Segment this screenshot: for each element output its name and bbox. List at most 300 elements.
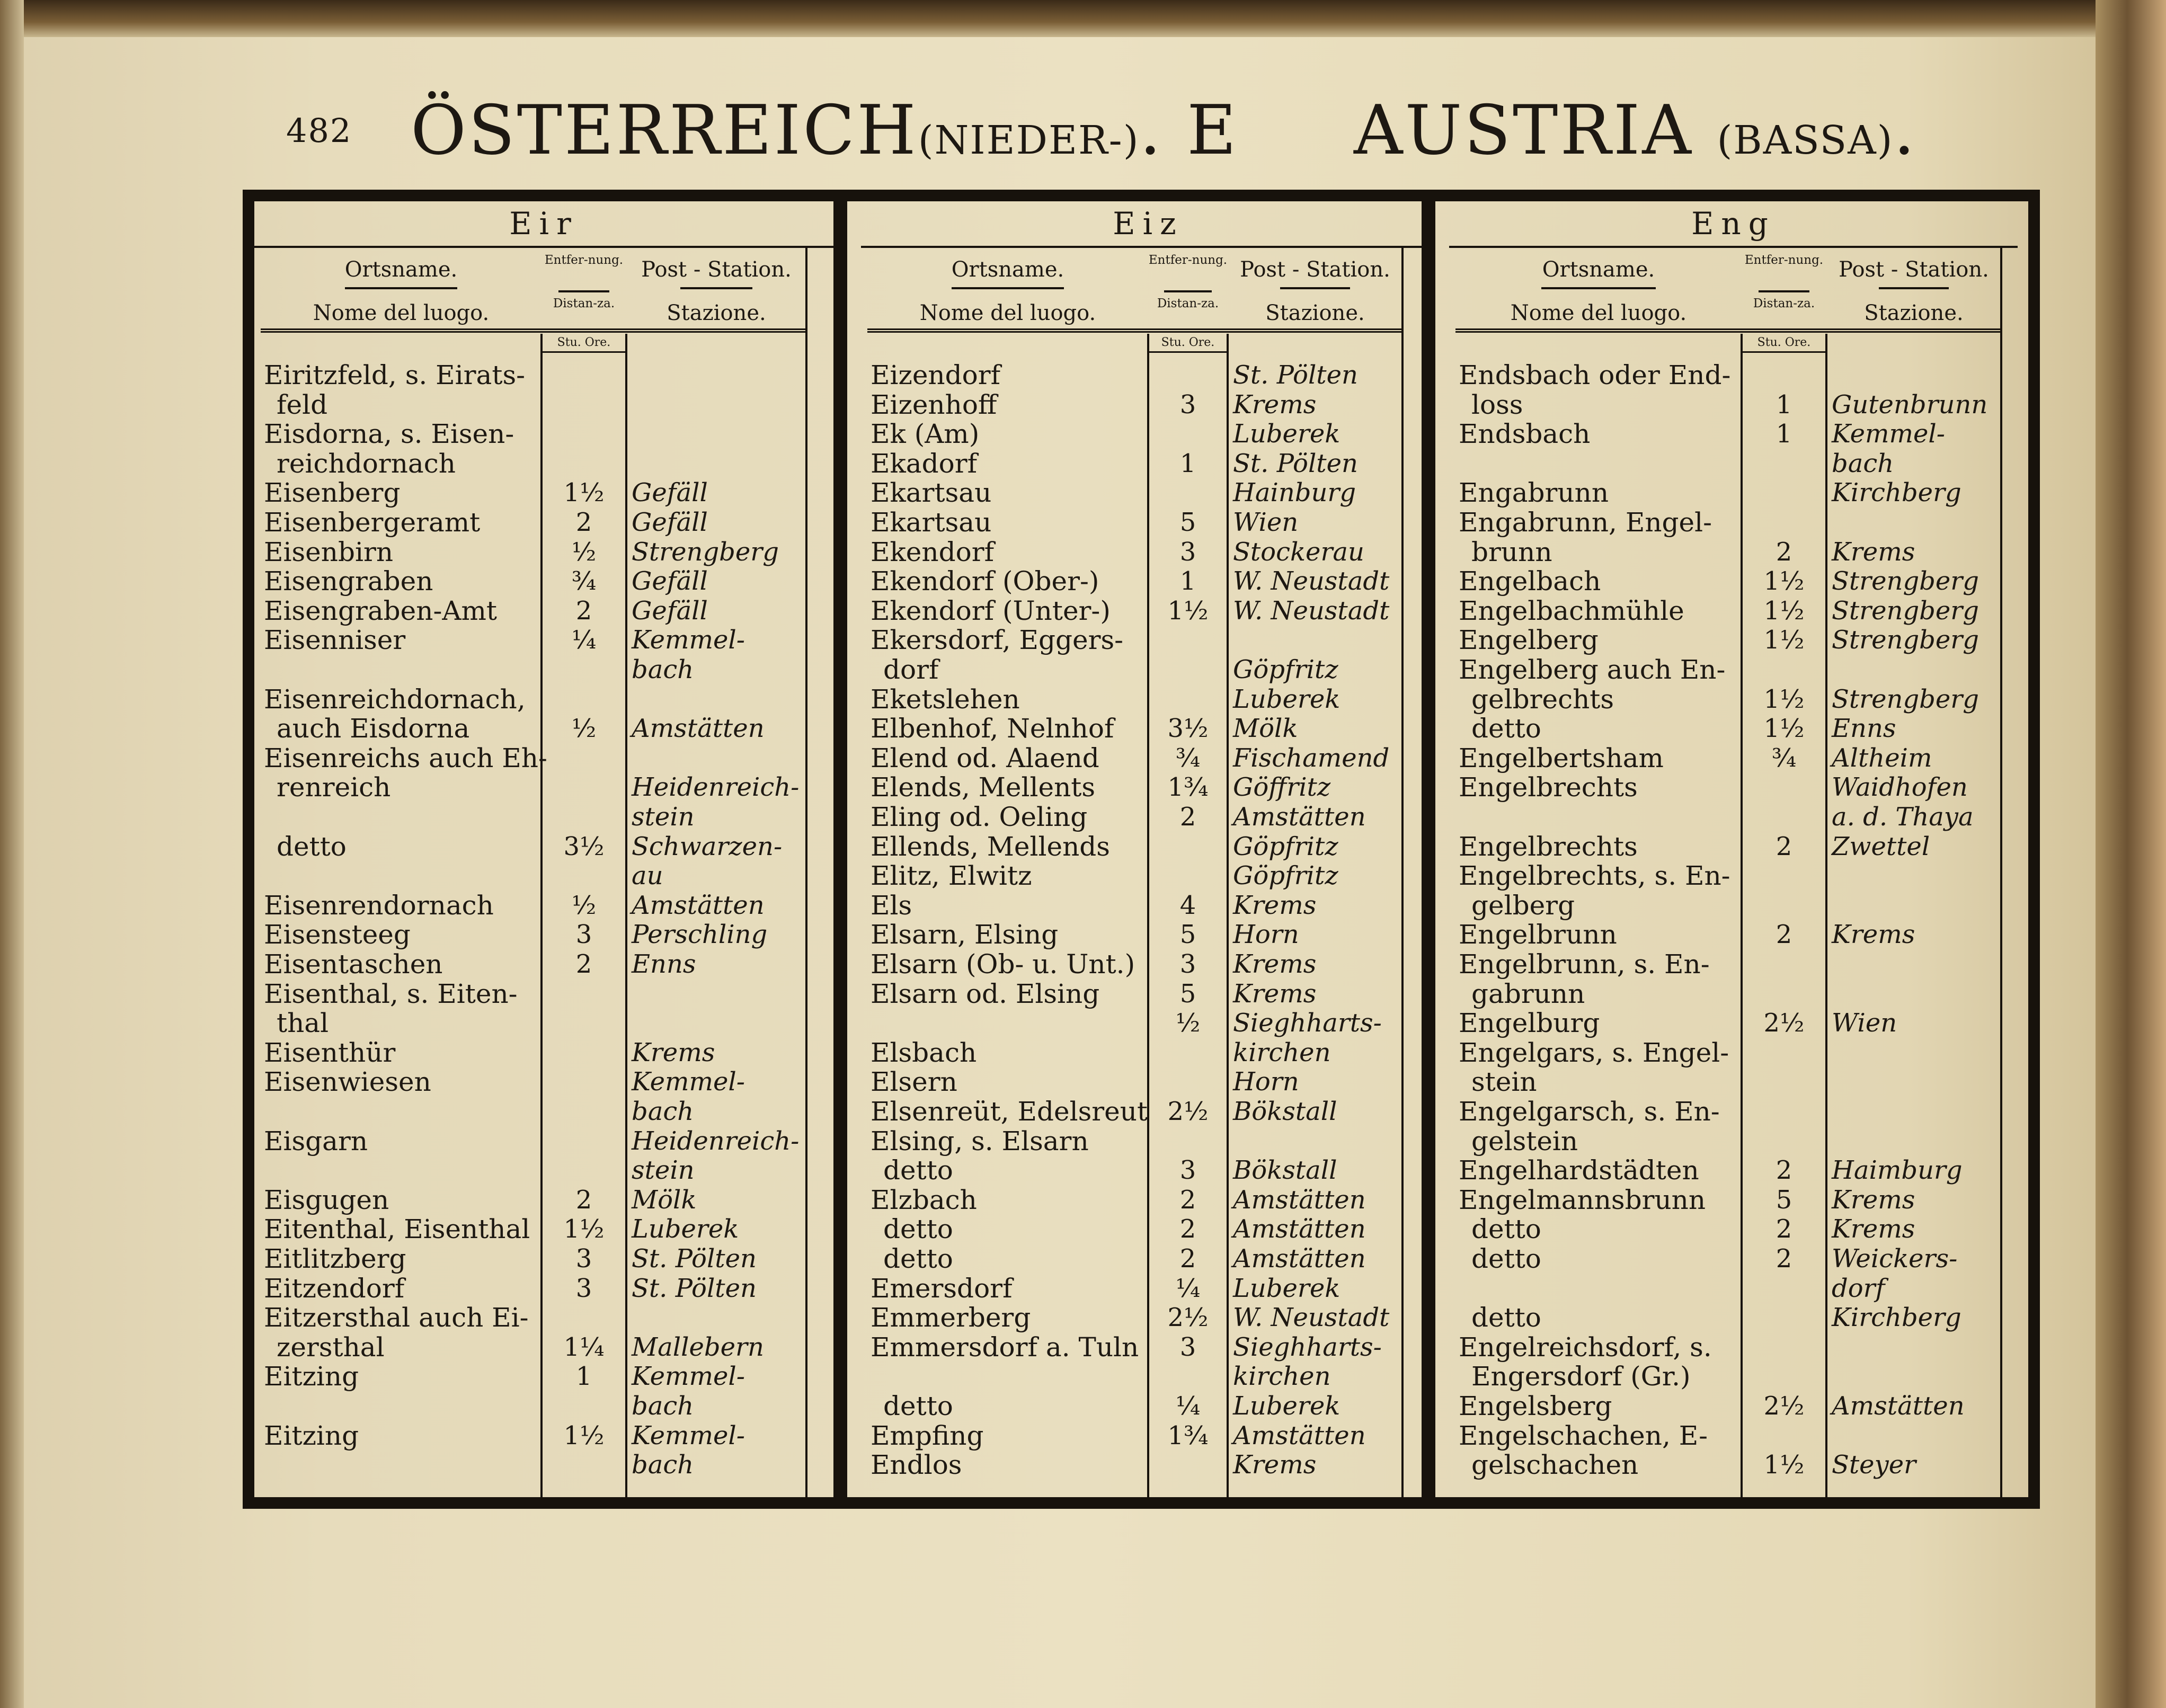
post-station: Amstätten [1832, 1391, 1965, 1421]
table-row [254, 861, 833, 891]
header-post-station [626, 248, 806, 333]
place-name: Engelschachen, E- [1459, 1420, 1708, 1451]
place-name: Eling od. Oeling [871, 802, 1088, 832]
distance-value: 2 [1776, 1155, 1792, 1186]
post-station: stein [632, 1155, 695, 1186]
place-name: Elzbach [871, 1184, 977, 1215]
place-name: Eisentaschen [264, 949, 443, 980]
distance-value: 3½ [1167, 714, 1209, 744]
post-station: stein [632, 802, 695, 832]
table-row [847, 390, 1435, 420]
table-row [254, 1391, 833, 1421]
table-row [1435, 566, 2018, 596]
table-row [847, 566, 1435, 596]
post-station: Strengberg [1832, 625, 1979, 655]
place-name: Eisenthür [264, 1037, 396, 1068]
table-row [1435, 979, 2018, 1009]
post-station: Amstätten [1233, 1420, 1366, 1451]
table-row [847, 419, 1435, 449]
page-number: 482 [286, 111, 352, 150]
place-name: Eizendorf [871, 360, 1001, 390]
title-german-main: ÖSTERREICH [411, 91, 918, 170]
place-name: Engabrunn, Engel- [1459, 507, 1712, 538]
distance-value: 1 [1179, 448, 1196, 478]
place-name: Engelhardstädten [1459, 1155, 1699, 1186]
post-station: Krems [1832, 920, 1915, 950]
post-station: bach [632, 655, 694, 684]
post-station: Kirchberg [1832, 1303, 1961, 1333]
post-station: Wien [1832, 1008, 1897, 1038]
distance-value: 1½ [1763, 684, 1805, 714]
letter-group-heading: Eir [254, 201, 833, 248]
distance-value: ¾ [571, 566, 597, 597]
table-row [847, 1303, 1435, 1332]
distance-value: ½ [1175, 1008, 1201, 1038]
place-name: Eketslehen [871, 683, 1020, 715]
place-name: Eitzersthal auch Ei- [264, 1302, 529, 1333]
post-station: Amstätten [1233, 1214, 1366, 1244]
table-row [254, 1303, 833, 1332]
place-name: zersthal [277, 1331, 385, 1363]
table-row [1435, 419, 2018, 449]
distance-value: ¼ [571, 625, 597, 655]
post-station: dorf [1832, 1273, 1885, 1303]
table-row [254, 1421, 833, 1451]
place-name: detto [1471, 713, 1541, 744]
header-post-station-german: Post - Station. [641, 257, 792, 282]
header-place-name [1455, 248, 1742, 333]
place-name: Ekendorf [871, 536, 995, 567]
place-name: Eisenrendornach [264, 889, 494, 921]
place-name: dorf [883, 654, 939, 685]
table-row [847, 1126, 1435, 1156]
place-name: Eisgarn [264, 1125, 368, 1157]
table-row [1435, 802, 2018, 832]
distance-value: 1 [1776, 419, 1792, 449]
place-name: Eisdorna, s. Eisen- [264, 419, 514, 450]
place-name: Ekendorf (Unter-) [871, 595, 1111, 626]
distance-value: 2 [1776, 1244, 1792, 1274]
table-row [254, 1332, 833, 1362]
post-station: Göpfritz [1233, 655, 1338, 684]
table-row [847, 1185, 1435, 1215]
place-name: gelbrechts [1471, 683, 1614, 715]
distance-value: 5 [1179, 508, 1196, 537]
post-station: Kemmel- [632, 1067, 745, 1097]
post-station: Schwarzen- [632, 831, 783, 861]
post-station: Krems [1233, 389, 1317, 420]
table-row [254, 1274, 833, 1303]
post-station: Sieghharts- [1233, 1008, 1382, 1038]
table-row [254, 625, 833, 655]
header-place-name-german: Ortsname. [951, 257, 1064, 282]
place-name: detto [277, 831, 347, 862]
table-row [1435, 891, 2018, 920]
post-station: Strengberg [632, 537, 779, 567]
table-row [1435, 949, 2018, 979]
table-row [254, 1244, 833, 1274]
table-row [254, 449, 833, 478]
header-distance-german: Entfer-nung. [544, 253, 624, 267]
post-station: W. Neustadt [1233, 595, 1390, 626]
place-name: Eisenbergeramt [264, 507, 481, 538]
distance-value: 2 [575, 595, 592, 626]
post-station: Haimburg [1832, 1155, 1963, 1186]
post-station: Amstätten [1233, 1244, 1366, 1274]
header-post-station-german: Post - Station. [1839, 257, 1989, 282]
header-divider [680, 287, 752, 289]
header-place-name [867, 248, 1148, 333]
place-name: Eisenwiesen [264, 1066, 431, 1098]
table-row [847, 1391, 1435, 1421]
table-row [847, 360, 1435, 390]
table-row [1435, 625, 2018, 655]
book-gutter [2096, 0, 2166, 1708]
post-station: Wien [1233, 508, 1299, 537]
distance-units: Stu. Ore. [542, 334, 626, 353]
table-row [254, 508, 833, 537]
table-row [254, 566, 833, 596]
post-station: Amstätten [632, 890, 765, 920]
place-name: Ekadorf [871, 448, 978, 479]
table-row [254, 832, 833, 861]
post-station: Luberek [1233, 684, 1341, 714]
table-row [254, 1185, 833, 1215]
distance-units: Stu. Ore. [1742, 334, 1826, 353]
post-station: a. d. Thaya [1832, 802, 1974, 832]
place-name: Engersdorf (Gr.) [1471, 1361, 1691, 1392]
header-distance-german: Entfer-nung. [1744, 253, 1824, 267]
table-row [847, 949, 1435, 979]
distance-value: 1½ [1167, 595, 1209, 626]
place-name: gabrunn [1471, 978, 1585, 1009]
distance-value: 1½ [563, 478, 605, 508]
header-post-station-italian: Stazione. [1265, 301, 1365, 325]
table-row [1435, 684, 2018, 714]
table-row [254, 949, 833, 979]
place-name: Eisenreichs auch Eh- [264, 742, 547, 773]
post-station: Kemmel- [632, 1362, 745, 1392]
distance-value: 2½ [1167, 1097, 1209, 1126]
place-name: Eitzendorf [264, 1273, 405, 1304]
table-row [847, 1244, 1435, 1274]
place-name: Elsarn (Ob- u. Unt.) [871, 949, 1135, 980]
table-row [1435, 714, 2018, 743]
post-station: Stockerau [1233, 537, 1364, 567]
distance-value: ¾ [1175, 743, 1201, 773]
table-row [1435, 360, 2018, 390]
post-station: Krems [1832, 1214, 1915, 1244]
table-row [254, 1067, 833, 1097]
place-name: Ekendorf (Ober-) [871, 566, 1099, 597]
post-station: Luberek [632, 1214, 739, 1244]
place-name: Eitlitzberg [264, 1243, 406, 1274]
table-row [254, 1097, 833, 1126]
place-name: Endsbach oder End- [1459, 360, 1731, 390]
place-name: Elsbach [871, 1037, 977, 1068]
distance-value: 2 [1776, 537, 1792, 567]
table-row [1435, 772, 2018, 802]
table-row [847, 1332, 1435, 1362]
distance-value: ¼ [1175, 1391, 1201, 1421]
place-name: Engelburg [1459, 1008, 1600, 1039]
distance-value: 5 [1776, 1185, 1792, 1215]
table-row [847, 1274, 1435, 1303]
distance-value: 1 [1179, 566, 1196, 597]
table-row [847, 1008, 1435, 1038]
distance-value: 3 [1179, 537, 1196, 567]
distance-value: 2 [575, 949, 592, 979]
place-name: Engelgarsch, s. En- [1459, 1096, 1720, 1127]
table-row [847, 508, 1435, 537]
header-divider [1759, 290, 1809, 292]
table-row [847, 478, 1435, 508]
distance-value: ½ [571, 714, 597, 744]
place-name: Engelbrechts, s. En- [1459, 860, 1730, 892]
table-row [1435, 537, 2018, 567]
place-name: Engabrunn [1459, 477, 1609, 509]
table-row [847, 655, 1435, 684]
distance-value: 3 [1179, 1332, 1196, 1362]
post-station: Kirchberg [1832, 478, 1961, 508]
post-station: Gefäll [632, 566, 708, 597]
header-divider [1280, 287, 1350, 289]
table-row [847, 891, 1435, 920]
header-place-name [261, 248, 542, 333]
place-name: Eisensteeg [264, 919, 411, 950]
distance-value: 1 [1776, 389, 1792, 420]
table-row [1435, 596, 2018, 626]
place-name: Ekersdorf, Eggers- [871, 625, 1124, 656]
table-row [1435, 1155, 2018, 1185]
place-name: Engelberg [1459, 625, 1599, 656]
table-row [847, 1038, 1435, 1068]
place-name: Engelsberg [1459, 1391, 1612, 1421]
post-station: Strengberg [1832, 595, 1979, 626]
place-name: Ekartsau [871, 507, 992, 538]
title-italian-sub: (BASSA) [1717, 118, 1894, 163]
letter-group-heading: Eiz [861, 201, 1435, 248]
distance-value: 3 [575, 1244, 592, 1274]
post-station: Luberek [1233, 1391, 1341, 1421]
table-row [847, 920, 1435, 949]
post-station: Krems [632, 1037, 715, 1068]
place-name: Elbenhof, Nelnhof [871, 713, 1114, 744]
page-header [0, 90, 2066, 180]
distance-value: 1 [575, 1362, 592, 1392]
header-divider [345, 287, 457, 289]
place-name: detto [883, 1214, 953, 1245]
table-row [254, 1038, 833, 1068]
place-name: Emersdorf [871, 1273, 1013, 1304]
post-station: Amstätten [632, 714, 765, 744]
distance-value: 1½ [563, 1214, 605, 1244]
table-row [847, 1362, 1435, 1391]
post-station: Göffritz [1233, 772, 1331, 803]
table-row [254, 891, 833, 920]
distance-value: ¾ [1771, 743, 1797, 773]
place-name: Engelbach [1459, 566, 1601, 597]
post-station: Bökstall [1233, 1097, 1337, 1126]
distance-value: 2 [1179, 802, 1196, 832]
post-station: Kemmel- [632, 625, 745, 655]
table-row [254, 1214, 833, 1244]
distance-value: 1½ [563, 1420, 605, 1451]
table-row [254, 1008, 833, 1038]
table-row [1435, 508, 2018, 537]
header-divider [952, 287, 1064, 289]
place-name: Eisenbirn [264, 536, 394, 567]
place-name: Eizenhoff [871, 389, 997, 420]
place-name: Eitzing [264, 1361, 359, 1392]
table-row [847, 743, 1435, 773]
place-name: stein [1471, 1066, 1537, 1098]
table-row [1435, 1362, 2018, 1391]
place-name: Engelbrechts [1459, 772, 1638, 803]
post-station: Fischamend [1233, 743, 1390, 773]
distance-value: 1¾ [1167, 1420, 1209, 1451]
header-distance [1742, 248, 1826, 333]
post-station: bach [632, 1391, 694, 1421]
post-station: Krems [1233, 978, 1317, 1009]
post-station: bach [1832, 448, 1894, 478]
header-distance-italian: Distan-za. [1157, 297, 1219, 310]
table-row [254, 920, 833, 949]
post-station: Strengberg [1832, 566, 1979, 597]
distance-value: 2½ [1167, 1303, 1209, 1333]
distance-value: 4 [1179, 890, 1196, 920]
place-name: Engelmannsbrunn [1459, 1184, 1706, 1215]
header-post-station-italian: Stazione. [667, 301, 766, 325]
post-station: Amstätten [1233, 802, 1366, 832]
header-post-station-italian: Stazione. [1864, 301, 1964, 325]
distance-value: 3 [1179, 949, 1196, 979]
post-station: Gefäll [632, 478, 708, 508]
table-row [847, 1067, 1435, 1097]
place-name: Engelgars, s. Engel- [1459, 1037, 1729, 1068]
place-name: Engelreichsdorf, s. [1459, 1331, 1712, 1363]
place-name: Elsing, s. Elsarn [871, 1125, 1089, 1157]
distance-value: ¼ [1175, 1273, 1201, 1303]
post-station: Heidenreich- [632, 1126, 800, 1156]
post-station: Steyer [1832, 1450, 1916, 1480]
post-station: Mölk [632, 1185, 697, 1215]
distance-value: 2 [575, 1185, 592, 1215]
post-station: Göpfritz [1233, 831, 1338, 861]
table-row [1435, 743, 2018, 773]
title-italian-end: . [1893, 91, 1918, 170]
post-station: Enns [1832, 714, 1896, 744]
post-station: kirchen [1233, 1362, 1331, 1392]
place-name: Emmerberg [871, 1302, 1031, 1333]
post-station: St. Pölten [632, 1273, 757, 1303]
post-station: Krems [1832, 1185, 1915, 1215]
table-row [254, 1155, 833, 1185]
place-name: Elend od. Alaend [871, 742, 1099, 773]
place-name: Eitzing [264, 1420, 359, 1451]
place-name: Elends, Mellents [871, 772, 1096, 803]
place-name: Eisenthal, s. Eiten- [264, 978, 518, 1009]
post-station: au [632, 861, 663, 891]
place-name: Endsbach [1459, 419, 1591, 450]
place-name: Emmersdorf a. Tuln [871, 1331, 1139, 1363]
place-name: detto [883, 1243, 953, 1274]
post-station: Luberek [1233, 419, 1341, 449]
table-row [1435, 1391, 2018, 1421]
distance-value: 2 [1776, 1214, 1792, 1244]
place-name: Eisenniser [264, 625, 406, 656]
header-divider [1164, 290, 1212, 292]
title-italian [1354, 91, 1917, 180]
table-row [254, 802, 833, 832]
post-station: St. Pölten [1233, 360, 1358, 390]
distance-units: Stu. Ore. [1148, 334, 1228, 353]
place-name: thal [277, 1008, 329, 1039]
header-distance-italian: Distan-za. [1753, 297, 1815, 310]
place-name: Engelbrechts [1459, 831, 1638, 862]
place-name: Elsenreüt, Edelsreut [871, 1096, 1148, 1127]
table-row [254, 390, 833, 420]
table-row [1435, 449, 2018, 478]
place-name: Elsarn od. Elsing [871, 978, 1100, 1009]
table-row [847, 1450, 1435, 1480]
post-station: Krems [1233, 1450, 1317, 1480]
post-station: Luberek [1233, 1273, 1341, 1303]
title-german [411, 91, 1238, 180]
post-station: Zwettel [1832, 831, 1930, 861]
table-row [254, 979, 833, 1009]
header-place-name-italian: Nome del luogo. [313, 301, 490, 325]
place-name: Endlos [871, 1449, 962, 1481]
table-row [254, 684, 833, 714]
table-section-1 [254, 201, 833, 1497]
table-row [847, 1421, 1435, 1451]
table-row [847, 861, 1435, 891]
header-place-name-italian: Nome del luogo. [1510, 301, 1687, 325]
place-name: Engelberg auch En- [1459, 654, 1726, 685]
distance-value: 1½ [1763, 714, 1805, 744]
place-name: Eiritzfeld, s. Eirats- [264, 360, 525, 390]
table-row [847, 684, 1435, 714]
title-italian-main: AUSTRIA [1354, 91, 1693, 170]
table-row [847, 1214, 1435, 1244]
table-row [1435, 1244, 2018, 1274]
place-name: brunn [1471, 536, 1552, 567]
table-row [847, 449, 1435, 478]
table-row [1435, 1332, 2018, 1362]
place-name: Eisengraben [264, 566, 433, 597]
header-distance-german: Entfer-nung. [1148, 253, 1228, 267]
header-post-station-german: Post - Station. [1240, 257, 1390, 282]
table-row [1435, 1008, 2018, 1038]
header-distance-italian: Distan-za. [553, 297, 615, 310]
place-name: gelberg [1471, 889, 1575, 921]
place-name: Elsarn, Elsing [871, 919, 1059, 950]
post-station: Amstätten [1233, 1185, 1366, 1215]
post-station: St. Pölten [1233, 448, 1358, 478]
table-row [254, 596, 833, 626]
place-name: detto [1471, 1243, 1541, 1274]
header-place-name-german: Ortsname. [1542, 257, 1655, 282]
table-row [1435, 1185, 2018, 1215]
distance-value: 2 [1179, 1185, 1196, 1215]
post-station: Altheim [1832, 743, 1932, 773]
table-row [1435, 655, 2018, 684]
post-station: Hainburg [1233, 478, 1356, 508]
table-row [254, 1450, 833, 1480]
place-name: Eitenthal, Eisenthal [264, 1214, 530, 1245]
post-station: St. Pölten [632, 1244, 757, 1274]
